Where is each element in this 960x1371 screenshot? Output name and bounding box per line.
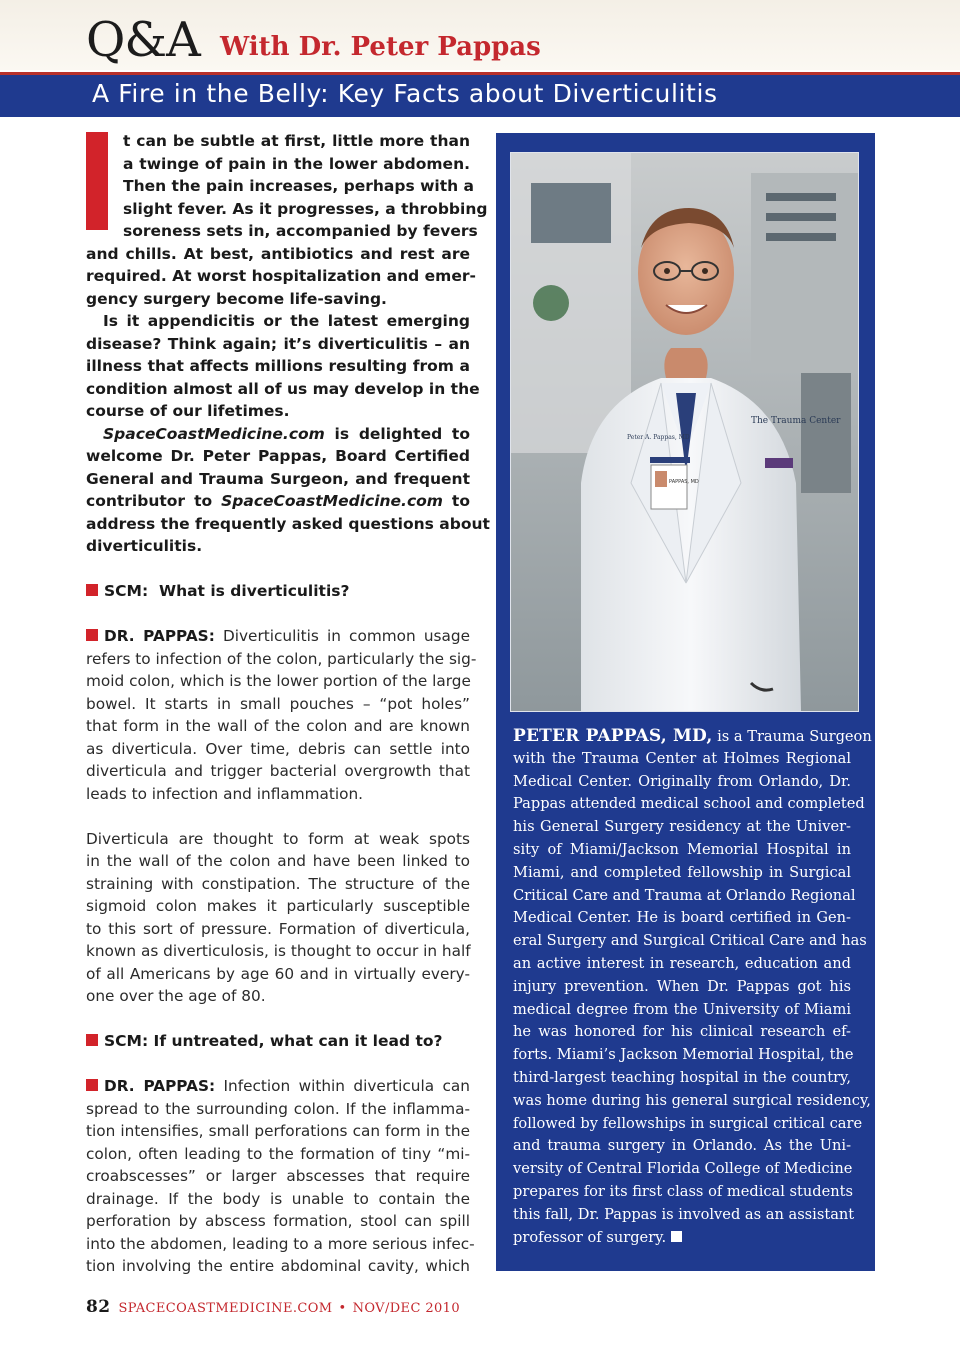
doctor-photo xyxy=(510,152,859,712)
bio-line: followed by fellowships in surgical critical care xyxy=(513,1114,863,1132)
bio-line: Medical Center. He is board certified in Gen- xyxy=(513,909,851,927)
bio-line: injury prevention. When Dr. Pappas got his xyxy=(513,977,851,995)
answer-line: refers to infection of the colon, particularly the sig- xyxy=(86,649,477,668)
answer-line: drainage. If the body is unable to contain the xyxy=(86,1189,470,1208)
bio-line: prepares for its first class of medical students xyxy=(513,1182,854,1200)
intro-line: t can be subtle at first, little more than xyxy=(123,132,470,150)
answer-line: moid colon, which is the lower portion of the large xyxy=(86,672,471,690)
intro-line: condition almost all of us may develop in the xyxy=(86,379,480,398)
bio-line: with the Trauma Center at Holmes Regional xyxy=(513,749,851,767)
bio-line: an active interest in research, education and xyxy=(513,954,851,972)
bullet-square-icon xyxy=(86,584,98,596)
answer-line: spread to the surrounding colon. If the inflamma- xyxy=(86,1099,470,1118)
end-square-icon xyxy=(671,1231,682,1242)
intro-line: course of our lifetimes. xyxy=(86,402,290,420)
bio-line: and trauma surgery in Orlando. As the Uni- xyxy=(513,1137,851,1155)
intro-line: General and Trauma Surgeon, and frequent xyxy=(86,469,470,488)
bio-line: sity of Miami/Jackson Memorial Hospital in xyxy=(513,840,851,858)
question-2: SCM: If untreated, what can it lead to? xyxy=(86,1030,470,1053)
intro-line: diverticulitis. xyxy=(86,537,203,555)
answer-line: sigmoid colon makes it particularly susceptible xyxy=(86,897,470,915)
bio-line: versity of Central Florida College of Medicine xyxy=(513,1160,853,1178)
intro-paragraph xyxy=(86,130,490,558)
bio-line: professor of surgery. xyxy=(513,1227,851,1250)
answer-2 xyxy=(86,1075,475,1278)
answer-line: into the abdomen, leading to a more serious infec- xyxy=(86,1234,475,1253)
id-badge-text: PAPPAS, MD xyxy=(669,479,699,485)
intro-line: SpaceCoastMedicine.com is delighted to xyxy=(103,424,470,443)
bio-line: Medical Center. Originally from Orlando, Dr. xyxy=(513,772,851,790)
intro-line: gency surgery become life-saving. xyxy=(86,289,387,308)
bio-line: PETER PAPPAS, MD, is a Trauma Surgeon xyxy=(513,726,872,746)
bio-sidebar xyxy=(496,133,875,1271)
doctor-portrait-illustration xyxy=(511,153,858,711)
bio-line: this fall, Dr. Pappas is involved as an assistant xyxy=(513,1205,855,1223)
intro-line: address the frequently asked questions about xyxy=(86,514,490,533)
footer-separator: • xyxy=(338,1301,347,1316)
qa-title: Q&A xyxy=(86,12,200,68)
title-banner xyxy=(0,72,960,117)
bullet-square-icon xyxy=(86,1034,98,1046)
bio-text xyxy=(513,725,872,1249)
bio-line: Miami, and completed fellowship in Surgical xyxy=(513,863,851,881)
answer-line: leads to infection and inflammation. xyxy=(86,784,364,803)
answer-line: DR. PAPPAS: Infection within diverticula can xyxy=(86,1075,470,1098)
page-footer xyxy=(86,1297,460,1317)
intro-line: Is it appendicitis or the latest emerging xyxy=(103,312,470,330)
bio-line: he was honored for his clinical research ef- xyxy=(513,1023,851,1041)
answer-line: in the wall of the colon and have been linked to xyxy=(86,852,470,870)
trauma-logo: The Trauma Center xyxy=(751,416,841,426)
intro-line: contributor to SpaceCoastMedicine.com to xyxy=(86,492,470,510)
answer-line: one over the age of 80. xyxy=(86,987,266,1005)
intro-line: disease? Think again; it’s diverticulitis – an xyxy=(86,334,470,353)
with-doctor-subtitle: With Dr. Peter Pappas xyxy=(220,32,541,62)
site-name: SpaceCoastMedicine.com xyxy=(221,492,443,510)
answer-1 xyxy=(86,625,477,805)
answer-line: that form in the wall of the colon and are known xyxy=(86,717,470,735)
article-column xyxy=(86,130,490,1278)
footer-issue: NOV/DEC 2010 xyxy=(352,1301,461,1316)
intro-line: illness that affects millions resulting from a xyxy=(86,357,470,375)
masthead xyxy=(0,0,960,70)
intro-line: soreness sets in, accompanied by fevers xyxy=(123,222,478,240)
answer-line: as diverticula. Over time, debris can settle into xyxy=(86,739,470,758)
answer-line: DR. PAPPAS: Diverticulitis in common usage xyxy=(86,625,470,648)
bio-line: medical degree from the University of Miami xyxy=(513,1000,851,1018)
intro-line: required. At worst hospitalization and emer- xyxy=(86,267,476,285)
bio-line: Critical Care and Trauma at Orlando Regional xyxy=(513,886,856,904)
answer-line: bowel. It starts in small pouches – “pot holes” xyxy=(86,694,470,713)
article-title: A Fire in the Belly: Key Facts about Diverticulitis xyxy=(92,79,718,108)
answer-line: perforation by abscess formation, stool can spill xyxy=(86,1212,470,1230)
bio-line: was home during his general surgical residency, xyxy=(513,1091,871,1109)
answer-line: colon, often leading to the formation of tiny “mi- xyxy=(86,1144,470,1163)
bio-line: Pappas attended medical school and completed xyxy=(513,795,865,813)
bullet-square-icon xyxy=(86,1079,98,1091)
bio-line: third-largest teaching hospital in the country, xyxy=(513,1068,851,1086)
answer-line: tion intensifies, small perforations can form in the xyxy=(86,1122,470,1140)
bio-line: eral Surgery and Surgical Critical Care and has xyxy=(513,932,867,950)
bullet-square-icon xyxy=(86,629,98,641)
footer-site: SPACECOASTMEDICINE.COM xyxy=(118,1301,333,1316)
answer-line: croabscesses” or larger abscesses that require xyxy=(86,1167,470,1185)
question-1: SCM: What is diverticulitis? xyxy=(86,580,470,603)
answer-line: Diverticula are thought to form at weak spots xyxy=(86,829,470,848)
answer-line: straining with constipation. The structure of the xyxy=(86,874,470,893)
site-name: SpaceCoastMedicine.com xyxy=(103,424,325,443)
bio-line: forts. Miami’s Jackson Memorial Hospital, the xyxy=(513,1046,854,1064)
answer-line: known as diverticulosis, is thought to occur in half xyxy=(86,942,471,960)
drop-cap-bar xyxy=(86,132,108,230)
badge-name: Peter A. Pappas, MD xyxy=(627,434,690,441)
answer-line: to this sort of pressure. Formation of diverticula, xyxy=(86,919,470,938)
bio-line: his General Surgery residency at the Univer- xyxy=(513,818,851,836)
answer-line: of all Americans by age 60 and in virtually every- xyxy=(86,964,470,983)
answer-line: tion involving the entire abdominal cavity, which xyxy=(86,1257,470,1275)
answer-line: diverticula and trigger bacterial overgrowth that xyxy=(86,762,470,780)
intro-line: slight fever. As it progresses, a throbbing xyxy=(123,199,488,218)
answer-1-continued xyxy=(86,828,470,1008)
intro-line: and chills. At best, antibiotics and rest are xyxy=(86,244,470,263)
intro-line: Then the pain increases, perhaps with a xyxy=(123,177,474,195)
bio-name: PETER PAPPAS, MD, xyxy=(513,726,713,746)
intro-line: a twinge of pain in the lower abdomen. xyxy=(123,154,470,173)
intro-line: welcome Dr. Peter Pappas, Board Certified xyxy=(86,447,470,465)
page-number: 82 xyxy=(86,1297,111,1317)
